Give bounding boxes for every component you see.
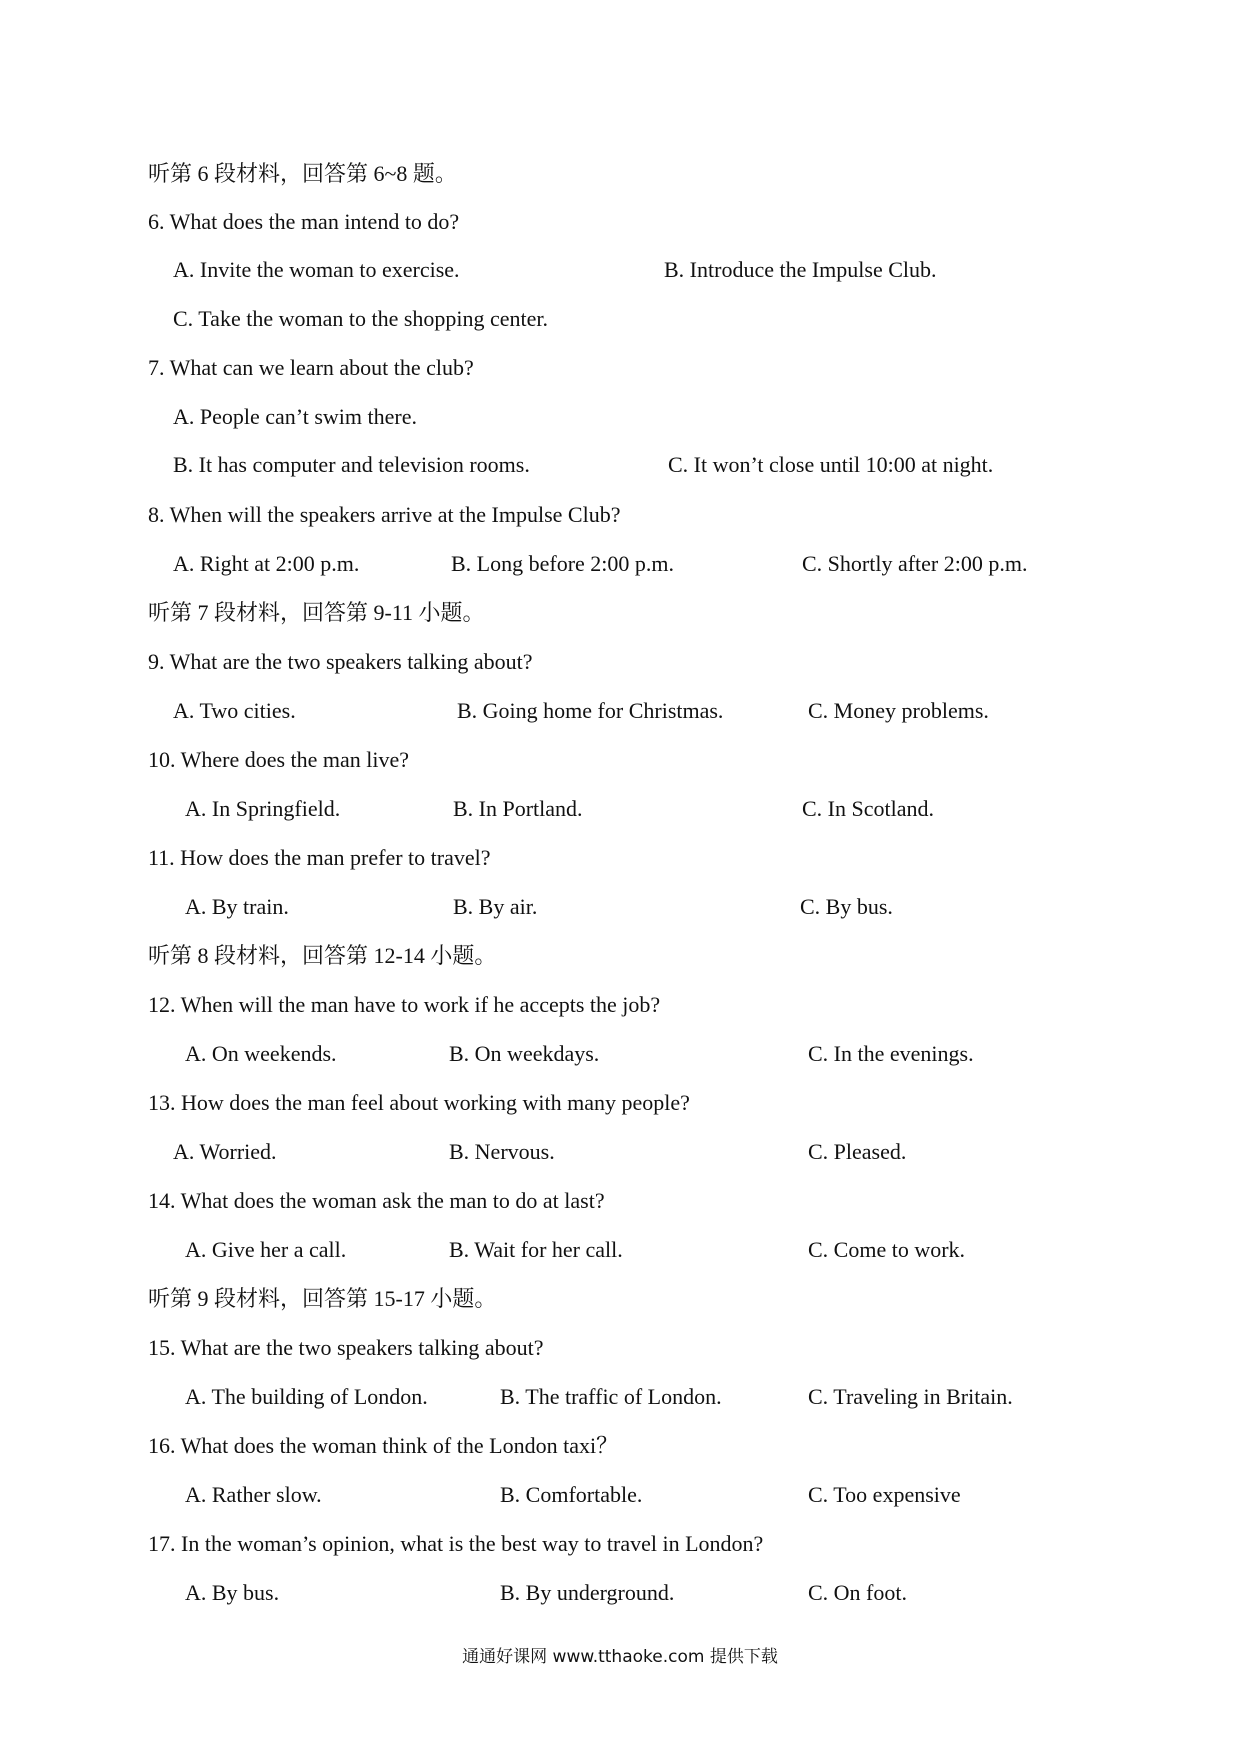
question-10-stem: 10. Where does the man live? [148,747,410,772]
question-8-stem: 8. When will the speakers arrive at the Impulse Club? [148,502,621,527]
page-footer: 通通好课网 www.tthaoke.com 提供下载 [462,1647,778,1667]
question-13-option-a: A. Worried. [173,1139,277,1164]
section-heading-8: 听第 8 段材料，回答第 12-14 小题。 [148,943,497,968]
question-8-option-c: C. Shortly after 2:00 p.m. [802,551,1028,576]
question-13-stem: 13. How does the man feel about working with many people? [148,1090,690,1115]
question-14-option-a: A. Give her a call. [185,1237,347,1262]
question-11-stem: 11. How does the man prefer to travel? [148,845,491,870]
question-7-option-c: C. It won’t close until 10:00 at night. [668,452,994,477]
question-8-option-a: A. Right at 2:00 p.m. [173,551,360,576]
question-12-option-b: B. On weekdays. [449,1041,600,1066]
question-15-option-c: C. Traveling in Britain. [808,1384,1013,1409]
question-6-option-b: B. Introduce the Impulse Club. [664,257,937,282]
question-17-option-a: A. By bus. [185,1580,280,1605]
question-9-option-c: C. Money problems. [808,698,989,723]
question-6-option-a: A. Invite the woman to exercise. [173,257,460,282]
question-9-stem: 9. What are the two speakers talking about? [148,649,533,674]
question-6-stem: 6. What does the man intend to do? [148,209,460,234]
question-9-option-a: A. Two cities. [173,698,296,723]
question-15-option-b: B. The traffic of London. [500,1384,722,1409]
question-11-option-c: C. By bus. [800,894,893,919]
question-17-option-c: C. On foot. [808,1580,907,1605]
question-9-option-b: B. Going home for Christmas. [457,698,724,723]
question-11-option-b: B. By air. [453,894,538,919]
question-10-option-b: B. In Portland. [453,796,583,821]
question-7-stem: 7. What can we learn about the club? [148,355,474,380]
question-6-option-c: C. Take the woman to the shopping center. [173,306,549,331]
question-16-stem: 16. What does the woman think of the London taxi？ [148,1433,619,1458]
question-16-option-a: A. Rather slow. [185,1482,322,1507]
question-12-option-a: A. On weekends. [185,1041,337,1066]
question-14-option-c: C. Come to work. [808,1237,966,1262]
section-heading-6: 听第 6 段材料，回答第 6~8 题。 [148,161,457,186]
question-16-option-c: C. Too expensive [808,1482,961,1507]
question-7-option-a: A. People can’t swim there. [173,404,417,429]
question-14-stem: 14. What does the woman ask the man to do at last? [148,1188,605,1213]
question-14-option-b: B. Wait for her call. [449,1237,623,1262]
question-13-option-c: C. Pleased. [808,1139,907,1164]
question-15-option-a: A. The building of London. [185,1384,428,1409]
question-16-option-b: B. Comfortable. [500,1482,643,1507]
question-10-option-a: A. In Springfield. [185,796,341,821]
question-10-option-c: C. In Scotland. [802,796,934,821]
question-7-option-b: B. It has computer and television rooms. [173,452,530,477]
question-17-option-b: B. By underground. [500,1580,675,1605]
question-13-option-b: B. Nervous. [449,1139,555,1164]
section-heading-9: 听第 9 段材料，回答第 15-17 小题。 [148,1286,497,1311]
question-15-stem: 15. What are the two speakers talking about? [148,1335,544,1360]
section-heading-7: 听第 7 段材料，回答第 9-11 小题。 [148,600,485,625]
question-12-stem: 12. When will the man have to work if he accepts the job? [148,992,661,1017]
question-11-option-a: A. By train. [185,894,289,919]
question-8-option-b: B. Long before 2:00 p.m. [451,551,675,576]
question-12-option-c: C. In the evenings. [808,1041,974,1066]
question-17-stem: 17. In the woman’s opinion, what is the best way to travel in London? [148,1531,764,1556]
